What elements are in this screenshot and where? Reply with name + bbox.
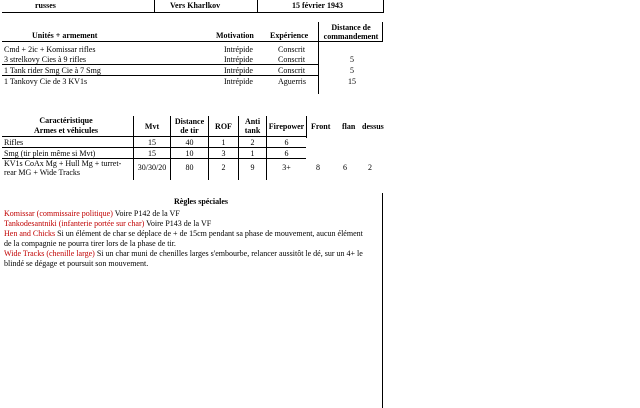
weapon-antitank: 9 (250, 163, 255, 172)
unit-experience: Conscrit (278, 45, 306, 54)
col-front: Front (311, 122, 331, 131)
unit-command: 5 (350, 55, 354, 64)
col-mvt: Mvt (144, 122, 160, 131)
rule-text: Si un élément de char se déplace de + de 15cm pendant sa phase de mouvement, aucun élément (55, 229, 363, 238)
col-rof: ROF (215, 122, 232, 131)
header-side: russes (35, 1, 56, 10)
weapon-name: KV1s CoAx Mg + Hull Mg + turret- (4, 159, 122, 168)
rule-name: Tankodesantniki (infanterie portée sur char) (4, 219, 145, 228)
rule-name: Komissar (commissaire politique) (4, 209, 113, 218)
rule-text-cont: de la compagnie ne pourra tirer lors de la phase de tir. (4, 239, 176, 248)
unit-command: 5 (350, 66, 354, 75)
units-table (2, 22, 382, 94)
unit-motivation: Intrépide (224, 77, 253, 86)
weapon-mvt: 30/30/20 (137, 163, 167, 172)
col-unit-header: Unités + armement (32, 31, 98, 40)
rule-item (4, 209, 180, 218)
column-divider (382, 22, 383, 42)
weapon-range: 10 (185, 149, 194, 158)
weapon-rof: 3 (221, 149, 226, 158)
rule-item (4, 219, 211, 228)
row-divider (2, 147, 306, 148)
weapon-antitank: 2 (250, 138, 255, 147)
header-divider (154, 0, 155, 12)
rule-text: Si un char muni de chenilles larges s'embourbe, relancer aussitôt le dé, sur un 4+ le (94, 249, 363, 258)
unit-name: 3 strelkovy Cies à 9 rifles (4, 55, 86, 64)
col-range: Distance de tir (174, 117, 205, 135)
weapon-mvt: 15 (148, 138, 156, 147)
weapon-range: 80 (185, 163, 194, 172)
weapon-antitank: 1 (250, 149, 255, 158)
rule-text: Voire P143 de la VF (144, 219, 212, 228)
rules-border (382, 193, 383, 408)
col-motivation-header: Motivation (216, 31, 254, 40)
weapon-top: 2 (368, 163, 372, 172)
characteristics-table (2, 116, 382, 180)
header-scenario: Vers Kharlkov (170, 1, 221, 10)
unit-command: 15 (348, 77, 356, 86)
rule-item (4, 229, 363, 238)
row-divider (2, 64, 318, 65)
rules-title: Règles spéciales (174, 197, 228, 206)
weapon-range: 40 (185, 138, 194, 147)
header-date: 15 février 1943 (292, 1, 343, 10)
unit-motivation: Intrépide (224, 45, 253, 54)
weapon-rof: 1 (221, 138, 226, 147)
rule-item (4, 249, 363, 258)
unit-motivation: Intrépide (224, 66, 253, 75)
weapon-name-cont: rear MG + Wide Tracks (4, 168, 81, 177)
col-antitank: Anti tank (244, 117, 261, 135)
header-divider (257, 0, 258, 12)
rule-name: Hen and Chicks (4, 229, 56, 238)
weapon-mvt: 15 (148, 149, 156, 158)
weapon-front: 8 (316, 163, 320, 172)
header-divider (383, 0, 384, 12)
rule-name: Wide Tracks (chenille large) (4, 249, 95, 258)
rule-text-cont: blindé se dégage et poursuit son mouvement. (4, 259, 149, 268)
weapon-name: Rifles (4, 138, 24, 147)
rule-text: Voire P142 de la VF (112, 209, 180, 218)
col-top: dessus (362, 122, 384, 131)
special-rules (2, 193, 382, 408)
col-experience-header: Expérience (270, 31, 309, 40)
column-divider (318, 22, 319, 94)
row-divider (2, 75, 318, 76)
col-flank: flan (342, 122, 356, 131)
weapon-flank: 6 (343, 163, 347, 172)
column-divider (306, 116, 307, 138)
row-divider (2, 136, 306, 137)
weapon-firepower: 3+ (282, 163, 291, 172)
chars-label-1: Caractéristique (39, 116, 93, 125)
chars-label-2: Armes et véhicules (34, 126, 98, 135)
unit-experience: Conscrit (278, 55, 306, 64)
col-firepower: Firepower (268, 122, 305, 131)
unit-name: 1 Tank rider Smg Cie à 7 Smg (4, 66, 101, 75)
unit-name: 1 Tankovy Cie de 3 KV1s (4, 77, 88, 86)
row-divider (2, 41, 383, 42)
unit-experience: Aguerris (278, 77, 306, 86)
col-command-header: Distance de commandement (323, 23, 379, 41)
weapon-firepower: 6 (284, 149, 289, 158)
scenario-header (2, 0, 384, 13)
weapon-rof: 2 (221, 163, 226, 172)
unit-name: Cmd + 2ic + Komissar rifles (4, 45, 96, 54)
weapon-name: Smg (tir plein même si Mvt) (4, 149, 96, 158)
weapon-firepower: 6 (284, 138, 289, 147)
unit-experience: Conscrit (278, 66, 306, 75)
unit-motivation: Intrépide (224, 55, 253, 64)
